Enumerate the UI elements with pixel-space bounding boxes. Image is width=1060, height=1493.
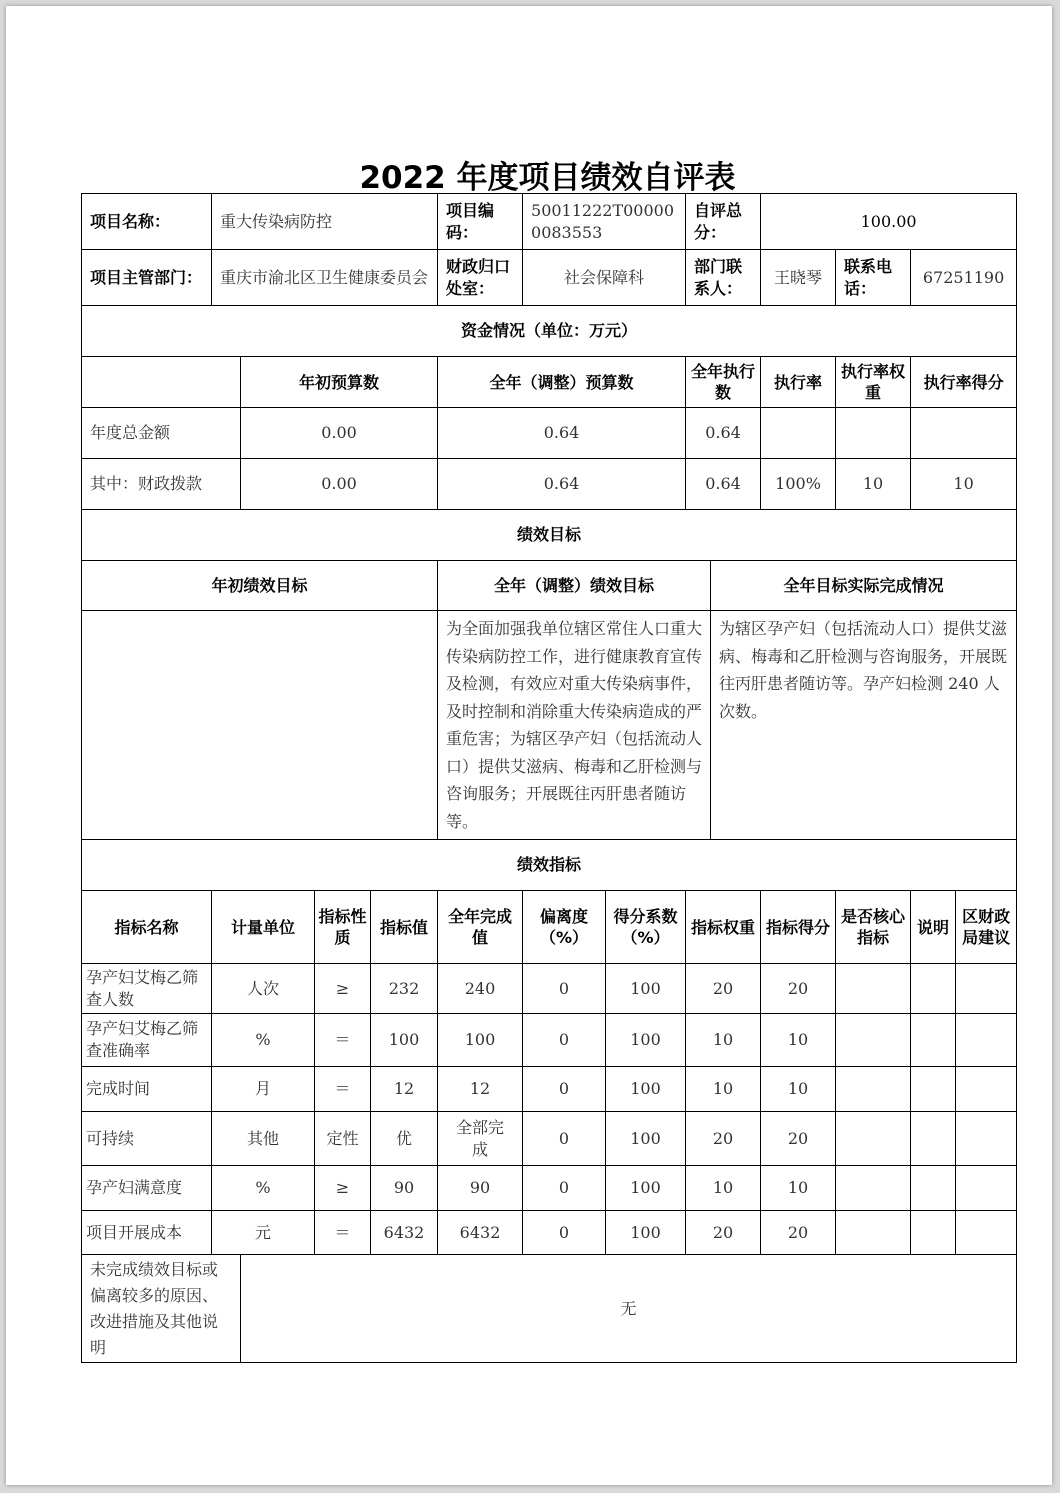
ind-header-name: 指标名称 [82,891,212,964]
ind-score: 10 [761,1067,836,1112]
ind-nature: ≥ [315,964,371,1014]
indicators-header-row [82,891,1017,964]
finance-label: 财政归口处室： [438,250,523,306]
goals-header-initial: 年初绩效目标 [82,561,438,611]
ind-note [911,964,956,1014]
ind-core [836,1166,911,1211]
ind-unit: 元 [212,1211,315,1255]
ind-actual: 全部完成 [438,1112,523,1166]
remarks-value: 无 [241,1255,1017,1363]
phone-label: 联系电话： [836,250,911,306]
ind-header-actual: 全年完成值 [438,891,523,964]
ind-nature: ＝ [315,1211,371,1255]
funds-section-title: 资金情况（单位：万元） [82,306,1017,357]
ind-note [911,1112,956,1166]
ind-target: 232 [371,964,438,1014]
ind-score: 20 [761,1112,836,1166]
ind-advice [956,1166,1017,1211]
funds-adjusted: 0.64 [438,459,686,510]
ind-core [836,1211,911,1255]
ind-coef: 100 [606,1112,686,1166]
funds-score [911,408,1017,459]
ind-actual: 100 [438,1014,523,1067]
score-label: 自评总分： [686,194,761,250]
ind-deviation: 0 [523,1211,606,1255]
ind-header-nature: 指标性质 [315,891,371,964]
ind-score: 20 [761,964,836,1014]
score-value: 100.00 [761,194,1017,250]
goals-header-row [82,561,1017,611]
funds-rate: 100% [761,459,836,510]
ind-coef: 100 [606,1014,686,1067]
ind-nature: ≥ [315,1166,371,1211]
funds-adjusted: 0.64 [438,408,686,459]
indicators-section-title: 绩效指标 [82,840,1017,891]
ind-target: 6432 [371,1211,438,1255]
page-title: 2022 年度项目绩效自评表 [359,160,736,196]
ind-score: 20 [761,1211,836,1255]
ind-header-core: 是否核心指标 [836,891,911,964]
info-row-2 [82,250,1017,306]
finance-value: 社会保障科 [523,250,686,306]
goals-section-title: 绩效目标 [82,510,1017,561]
goals-actual-text: 为辖区孕产妇（包括流动人口）提供艾滋病、梅毒和乙肝检测与咨询服务，开展既往丙肝患者随访等。孕产妇检测 240 人次数。 [711,611,1017,840]
ind-target: 100 [371,1014,438,1067]
ind-actual: 240 [438,964,523,1014]
ind-name: 可持续 [82,1112,212,1166]
ind-actual: 12 [438,1067,523,1112]
funds-row-label: 年度总金额 [82,408,241,459]
ind-advice [956,1211,1017,1255]
ind-advice [956,1014,1017,1067]
ind-note [911,1067,956,1112]
ind-coef: 100 [606,1166,686,1211]
ind-header-coef: 得分系数（%） [606,891,686,964]
goals-adjusted-text: 为全面加强我单位辖区常住人口重大传染病防控工作，进行健康教育宣传及检测，有效应对重大传染病事件，及时控制和消除重大传染病造成的严重危害；为辖区孕产妇（包括流动人口）提供艾滋病、梅毒和乙肝检测与咨询服务；开展既往丙肝患者随访等。 [438,611,711,840]
ind-weight: 20 [686,964,761,1014]
table-row [82,1166,1017,1211]
ind-name: 完成时间 [82,1067,212,1112]
ind-note [911,1014,956,1067]
ind-advice [956,1112,1017,1166]
table-row [82,1014,1017,1067]
ind-name: 项目开展成本 [82,1211,212,1255]
table-row [82,1112,1017,1166]
ind-unit: % [212,1014,315,1067]
ind-deviation: 0 [523,1014,606,1067]
ind-header-advice: 区财政局建议 [956,891,1017,964]
goals-header-actual: 全年目标实际完成情况 [711,561,1017,611]
ind-coef: 100 [606,1211,686,1255]
ind-core [836,964,911,1014]
ind-deviation: 0 [523,1067,606,1112]
ind-score: 10 [761,1166,836,1211]
ind-weight: 10 [686,1166,761,1211]
ind-note [911,1166,956,1211]
funds-header-adjusted: 全年（调整）预算数 [438,357,686,408]
ind-score: 10 [761,1014,836,1067]
ind-note [911,1211,956,1255]
goals-initial-text [82,611,438,840]
ind-deviation: 0 [523,964,606,1014]
ind-target: 12 [371,1067,438,1112]
ind-actual: 6432 [438,1211,523,1255]
funds-header-row [82,357,1017,408]
funds-header-score: 执行率得分 [911,357,1017,408]
funds-weight [836,408,911,459]
remarks-row [82,1255,1017,1363]
ind-header-weight: 指标权重 [686,891,761,964]
project-code-value: 50011222T000000083553 [523,194,686,250]
goals-header-adjusted: 全年（调整）绩效目标 [438,561,711,611]
remarks-label: 未完成绩效目标或偏离较多的原因、改进措施及其他说明 [82,1255,241,1363]
funds-executed: 0.64 [686,408,761,459]
ind-header-unit: 计量单位 [212,891,315,964]
funds-rate [761,408,836,459]
project-name-label: 项目名称： [82,194,212,250]
ind-header-score: 指标得分 [761,891,836,964]
ind-unit: 月 [212,1067,315,1112]
phone-value: 67251190 [911,250,1017,306]
funds-header-initial: 年初预算数 [241,357,438,408]
funds-initial: 0.00 [241,459,438,510]
ind-actual: 90 [438,1166,523,1211]
project-name-value: 重大传染病防控 [212,194,438,250]
contact-label: 部门联系人： [686,250,761,306]
ind-deviation: 0 [523,1166,606,1211]
ind-advice [956,964,1017,1014]
funds-row-total [82,408,1017,459]
ind-target: 优 [371,1112,438,1166]
ind-name: 孕产妇满意度 [82,1166,212,1211]
ind-name: 孕产妇艾梅乙筛查准确率 [82,1014,212,1067]
dept-value: 重庆市渝北区卫生健康委员会 [212,250,438,306]
indicators-section-row [82,840,1017,891]
ind-coef: 100 [606,1067,686,1112]
ind-deviation: 0 [523,1112,606,1166]
ind-weight: 10 [686,1014,761,1067]
ind-advice [956,1067,1017,1112]
funds-header-weight: 执行率权重 [836,357,911,408]
ind-header-target: 指标值 [371,891,438,964]
contact-value: 王晓琴 [761,250,836,306]
funds-initial: 0.00 [241,408,438,459]
dept-label: 项目主管部门： [82,250,212,306]
goals-section-row [82,510,1017,561]
funds-executed: 0.64 [686,459,761,510]
ind-weight: 10 [686,1067,761,1112]
ind-nature: ＝ [315,1014,371,1067]
info-row-1 [82,194,1017,250]
goals-content-row [82,611,1017,840]
ind-target: 90 [371,1166,438,1211]
table-row [82,1211,1017,1255]
funds-section-row [82,306,1017,357]
ind-weight: 20 [686,1211,761,1255]
ind-unit: 人次 [212,964,315,1014]
ind-weight: 20 [686,1112,761,1166]
project-code-label: 项目编码： [438,194,523,250]
ind-core [836,1112,911,1166]
ind-header-deviation: 偏离度（%） [523,891,606,964]
ind-core [836,1014,911,1067]
ind-unit: % [212,1166,315,1211]
ind-coef: 100 [606,964,686,1014]
funds-header-rate: 执行率 [761,357,836,408]
funds-weight: 10 [836,459,911,510]
ind-unit: 其他 [212,1112,315,1166]
funds-header-blank [82,357,241,408]
ind-nature: ＝ [315,1067,371,1112]
ind-core [836,1067,911,1112]
funds-header-executed: 全年执行数 [686,357,761,408]
table-row [82,1067,1017,1112]
table-row [82,964,1017,1014]
funds-row-label: 其中：财政拨款 [82,459,241,510]
funds-row-fiscal [82,459,1017,510]
funds-score: 10 [911,459,1017,510]
ind-name: 孕产妇艾梅乙筛查人数 [82,964,212,1014]
evaluation-table [81,193,1017,1363]
ind-nature: 定性 [315,1112,371,1166]
ind-header-note: 说明 [911,891,956,964]
